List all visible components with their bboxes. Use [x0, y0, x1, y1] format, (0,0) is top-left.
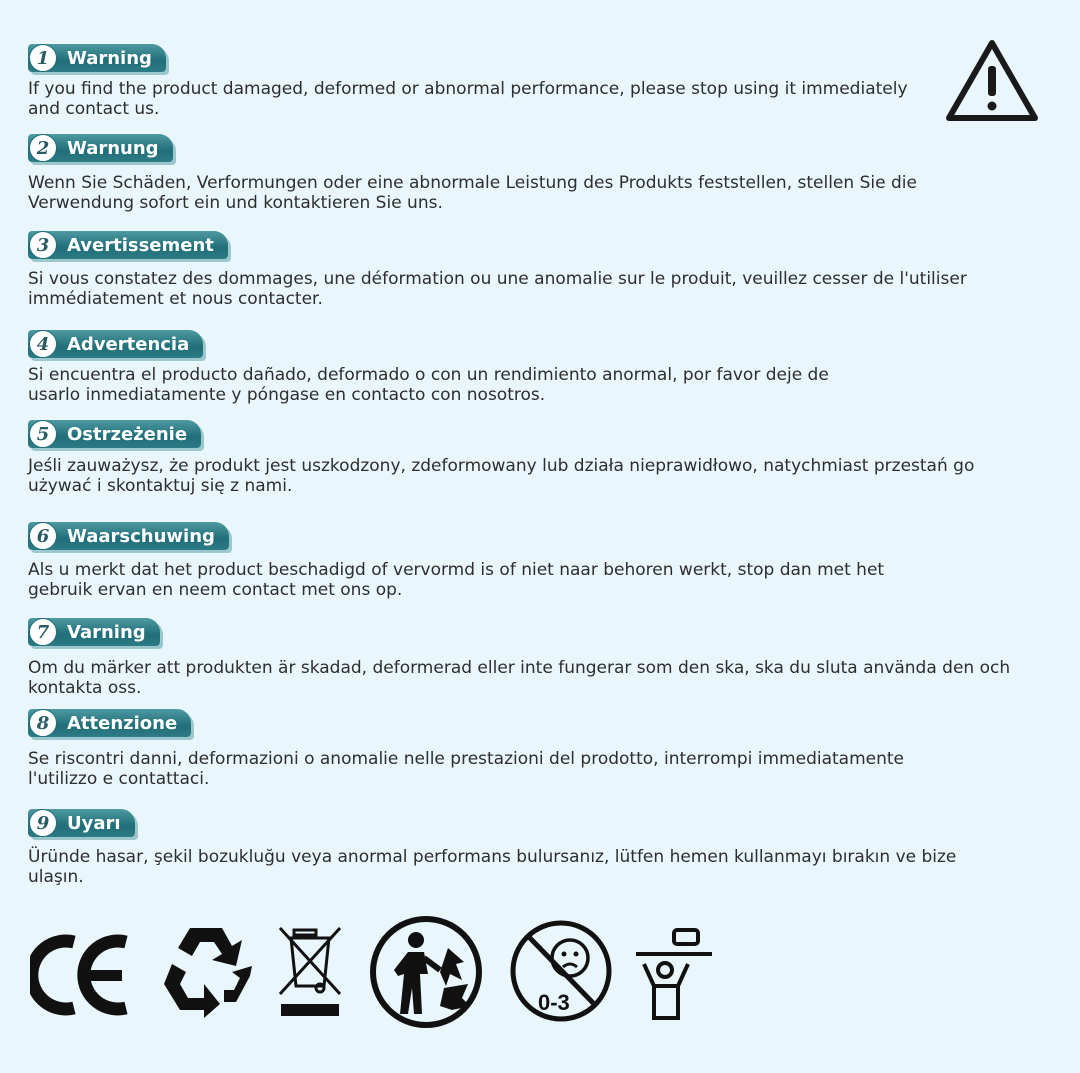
certification-icons — [28, 912, 728, 1032]
section-title: Warnung — [67, 137, 159, 159]
warning-section-6 — [28, 522, 1028, 600]
section-number: 5 — [29, 420, 57, 448]
section-title: Warning — [67, 47, 152, 69]
section-title: Uyarı — [67, 812, 121, 834]
section-text: Als u merkt dat het product beschadigd of vervormd is of niet naar behoren werkt, stop dan met het gebruik ervan en neem contact met ons op. — [28, 560, 885, 600]
section-text: Om du märker att produkten är skadad, deformerad eller inte fungerar som den ska, ska du sluta använda den och kontakta oss. — [28, 658, 1011, 698]
triman-icon — [368, 914, 484, 1030]
warning-section-2 — [28, 134, 1028, 213]
recycle-icon — [160, 920, 254, 1020]
warning-section-8 — [28, 709, 1028, 789]
section-number: 2 — [29, 134, 57, 162]
section-number: 9 — [29, 809, 57, 837]
section-number: 1 — [29, 44, 57, 72]
section-badge — [28, 330, 203, 358]
section-title: Advertencia — [67, 333, 190, 355]
age-range-label: 0-3 — [538, 990, 570, 1015]
section-text: Üründe hasar, şekil bozukluğu veya anormal performans bulursanız, lütfen hemen kullanmayı bırakın ve bize ulaşın. — [28, 847, 957, 887]
section-number: 8 — [29, 709, 57, 737]
section-text: Si encuentra el producto dañado, deformado o con un rendimiento anormal, por favor deje de usarlo inmediatamente y póngase en contacto con nosotros. — [28, 365, 829, 405]
ce-mark-icon — [30, 932, 130, 1018]
weee-bin-icon — [276, 924, 344, 1020]
section-title: Attenzione — [67, 712, 178, 734]
section-text: Wenn Sie Schäden, Verformungen oder eine abnormale Leistung des Produkts feststellen, stellen Sie die Verwendung sofort ein und kontaktieren Sie uns. — [28, 173, 917, 213]
warning-section-7 — [28, 618, 1028, 698]
section-badge — [28, 420, 201, 448]
age-warning-icon — [508, 918, 614, 1024]
section-badge — [28, 618, 160, 646]
person-lifting-icon — [634, 926, 714, 1022]
section-number: 3 — [29, 231, 57, 259]
section-text: Jeśli zauważysz, że produkt jest uszkodzony, zdeformowany lub działa nieprawidłowo, natychmiast przestań go używać i skontaktuj się z nami. — [28, 456, 975, 496]
section-badge — [28, 809, 135, 837]
section-badge — [28, 231, 228, 259]
section-text: If you find the product damaged, deformed or abnormal performance, please stop using it immediately and contact us. — [28, 79, 908, 119]
section-badge — [28, 44, 166, 72]
section-text: Si vous constatez des dommages, une déformation ou une anomalie sur le produit, veuillez cesser de l'utiliser immédiatement et nous contacter. — [28, 269, 967, 309]
section-badge — [28, 522, 229, 550]
section-title: Ostrzeżenie — [67, 423, 188, 445]
warning-section-1 — [28, 44, 1028, 119]
section-number: 7 — [29, 618, 57, 646]
section-title: Varning — [67, 621, 146, 643]
section-title: Waarschuwing — [67, 525, 215, 547]
section-text: Se riscontri danni, deformazioni o anomalie nelle prestazioni del prodotto, interrompi immediatamente l'utilizzo e contattaci. — [28, 749, 905, 789]
section-badge — [28, 709, 191, 737]
section-number: 4 — [29, 330, 57, 358]
section-title: Avertissement — [67, 234, 214, 256]
warning-section-3 — [28, 231, 1028, 309]
warning-section-9 — [28, 809, 1028, 887]
warning-section-4 — [28, 330, 1028, 405]
section-number: 6 — [29, 522, 57, 550]
warning-section-5 — [28, 420, 1028, 496]
section-badge — [28, 134, 173, 162]
